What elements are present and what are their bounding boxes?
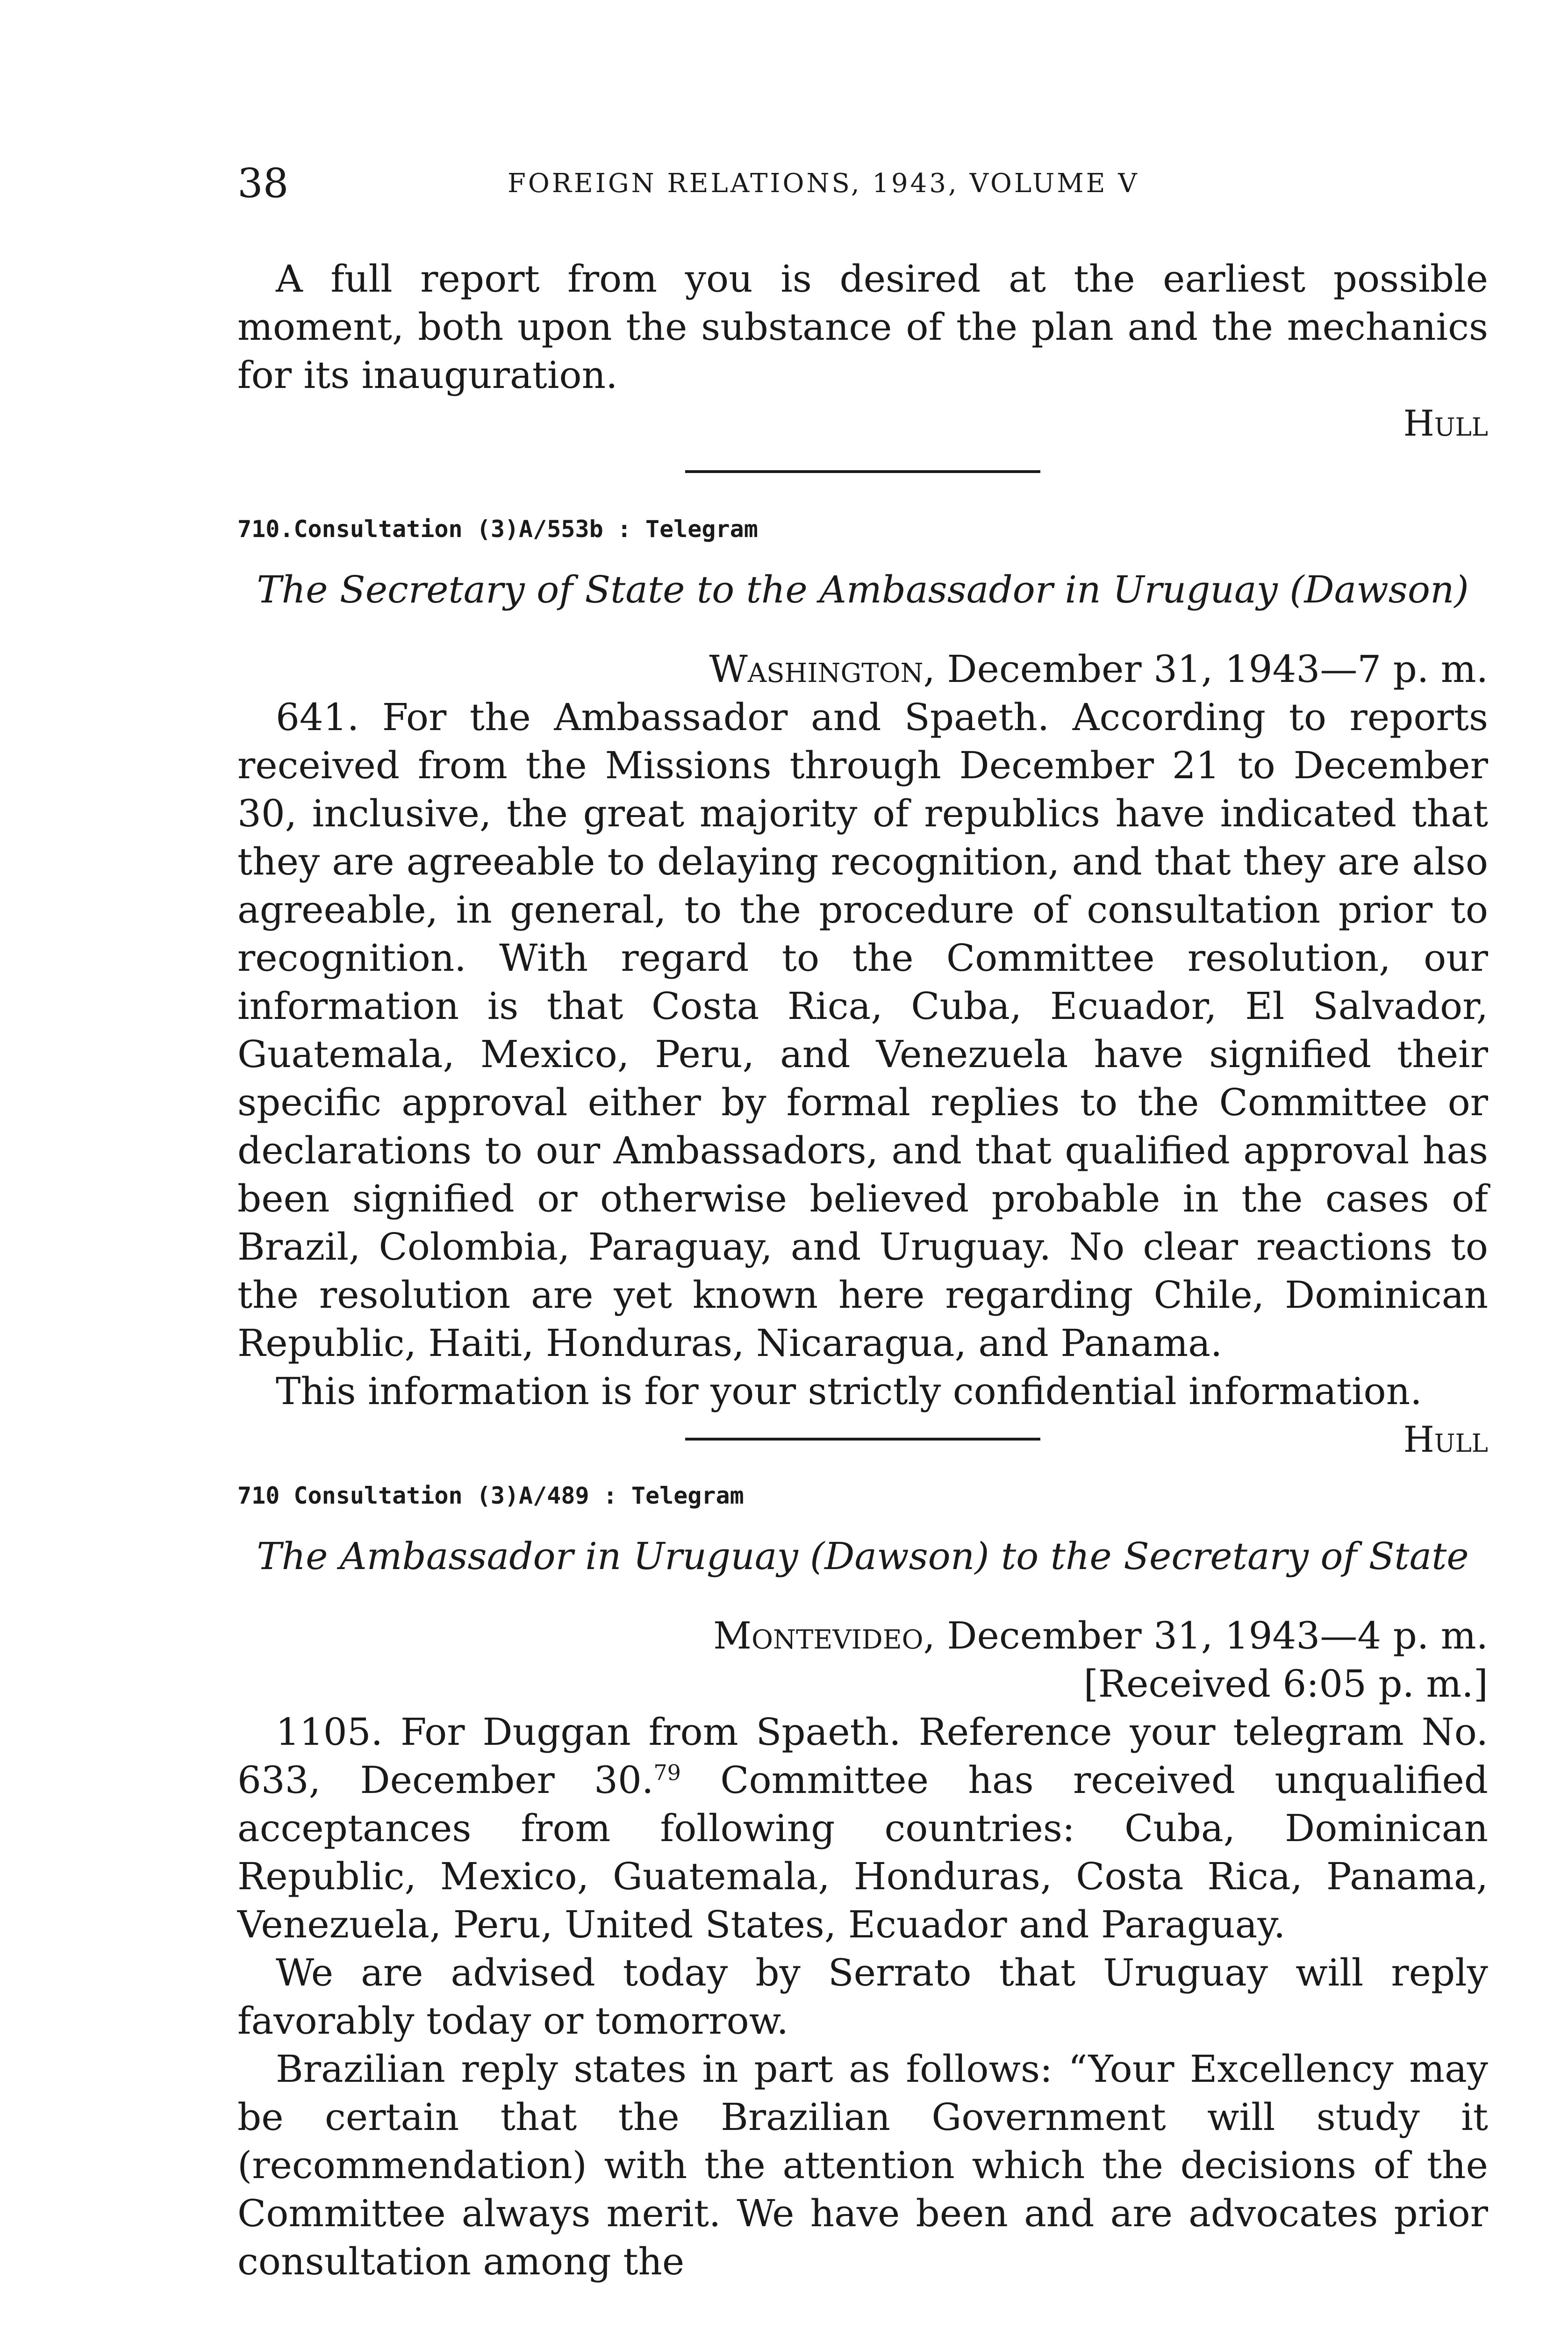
file-reference: 710 Consultation (3)A/489 : Telegram bbox=[237, 1482, 744, 1509]
separator-2 bbox=[237, 1438, 1488, 1441]
document-signature: Hull bbox=[1403, 1419, 1488, 1460]
dateline-place: Montevideo bbox=[713, 1614, 924, 1657]
paragraph: This information is for your strictly confidential information. bbox=[276, 1369, 1422, 1413]
running-head: FOREIGN RELATIONS, 1943, VOLUME V bbox=[508, 168, 1139, 199]
dateline-place: Washington bbox=[709, 647, 924, 691]
dateline bbox=[237, 1612, 1488, 1660]
document-title: The Secretary of State to the Ambassador in Uruguay (Dawson) bbox=[257, 568, 1469, 611]
dateline-date: , December 31, 1943—7 p. m. bbox=[923, 647, 1488, 691]
paragraph: We are advised today by Serrato that Uruguay will reply favorably today or tomorrow. bbox=[237, 1951, 1488, 2043]
document-body bbox=[237, 1708, 1488, 2286]
document-title: The Ambassador in Uruguay (Dawson) to the Secretary of State bbox=[257, 1534, 1469, 1578]
paragraph-text: 1105. For Duggan from Spaeth. Reference your telegram No. 633, December 30. bbox=[237, 1710, 1488, 1802]
paragraph: 641. For the Ambassador and Spaeth. According to reports received from the Missions through December 21 to December 30, inclusive, the great majority of republics have indicated that they are agreeable to delaying recognition, and that they are also agreeable, in general, to the procedure of consultation prior to recognition. With regard to the Committee resolution, our information is that Costa Rica, Cuba, Ecuador, El Salvador, Guatemala, Mexico, Peru, and Venezuela have signified their specific approval either by formal replies to the Committee or declarations to our Ambassadors, and that qualified approval has been signified or otherwise believed probable in the cases of Brazil, Colombia, Paraguay, and Uruguay. No clear reactions to the resolution are yet known here regarding Chile, Dominican Republic, Haiti, Honduras, Nicaragua, and Panama. bbox=[237, 695, 1488, 1365]
document-body bbox=[237, 693, 1488, 1415]
intro-paragraph: A full report from you is desired at the earliest possible moment, both upon the substance of the plan and the mechanics for its inauguration. bbox=[237, 257, 1488, 397]
intro-signature: Hull bbox=[1403, 402, 1488, 444]
footnote-ref: 79 bbox=[653, 1760, 681, 1785]
page-header bbox=[237, 158, 1488, 209]
paragraph: Brazilian reply states in part as follows: “Your Excellency may be certain that the Brazilian Government will study it (recommendation) with the attention which the decisions of the Committee always merit. We have been and are advocates prior consultation among the bbox=[237, 2047, 1488, 2283]
paragraph bbox=[237, 1708, 1488, 1949]
intro-block bbox=[237, 255, 1488, 447]
file-reference: 710.Consultation (3)A/553b : Telegram bbox=[237, 516, 758, 543]
dateline-date: , December 31, 1943—4 p. m. bbox=[923, 1614, 1488, 1657]
paragraph-text: Committee has received unqualified acceptances from following countries: Cuba, Dominican Republic, Mexico, Guatemala, Honduras, Costa Rica, Panama, Venezuela, Peru, United States, Ecuador and Paraguay. bbox=[237, 1758, 1488, 1946]
page-number: 38 bbox=[237, 160, 289, 207]
document-710-553b bbox=[237, 510, 1488, 1463]
dateline bbox=[237, 645, 1488, 693]
received-line: [Received 6:05 p. m.] bbox=[1083, 1662, 1488, 1706]
separator-1 bbox=[237, 470, 1488, 473]
document-710-489 bbox=[237, 1477, 1488, 2286]
